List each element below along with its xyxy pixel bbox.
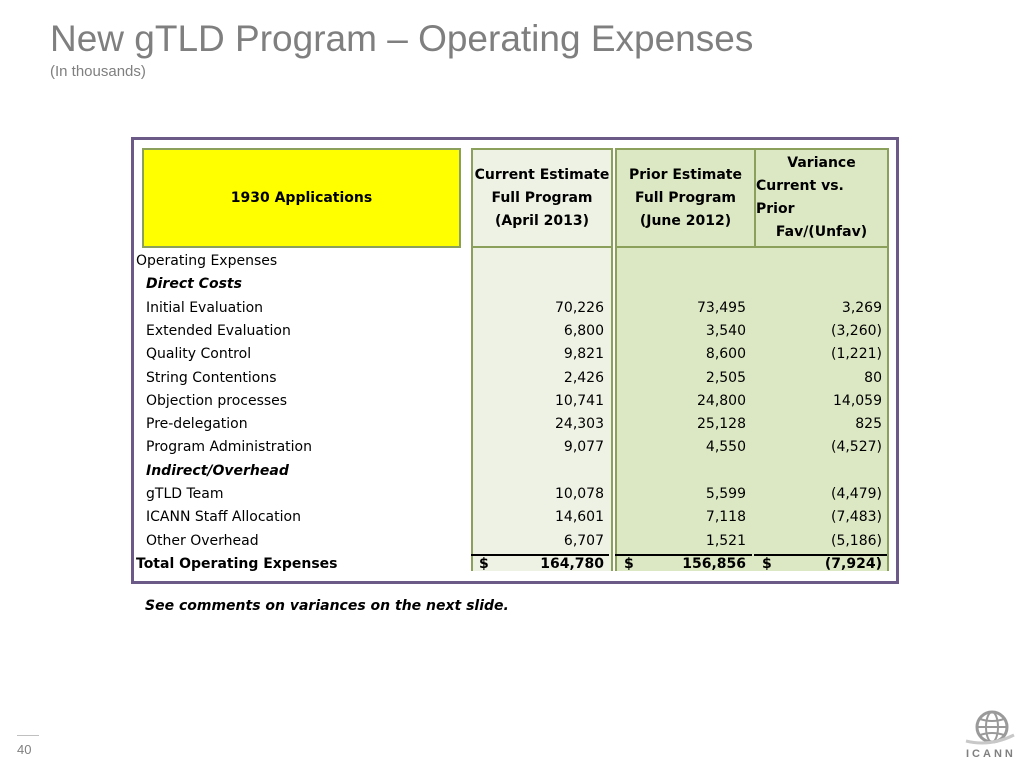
variance-cell: (4,479): [830, 486, 882, 502]
total-label: Total Operating Expenses: [136, 556, 338, 572]
currency-symbol: $: [762, 556, 772, 572]
variance-cell: (4,527): [830, 439, 882, 456]
row-label: ICANN Staff Allocation: [146, 509, 301, 526]
current-estimate-cell: 9,821: [563, 346, 604, 363]
current-estimate-cell: 9,077: [563, 439, 604, 456]
header-line: (June 2012): [639, 212, 732, 229]
row-label: Quality Control: [146, 346, 252, 363]
header-line: Current vs. Prior: [756, 178, 844, 217]
slide-title: New gTLD Program – Operating Expenses: [50, 18, 754, 59]
prior-estimate-cell: 2,505: [705, 369, 746, 386]
table-row: [134, 391, 896, 414]
table-row: [134, 368, 896, 391]
variance-cell: 80: [864, 369, 882, 386]
current-estimate-cell: 10,078: [555, 486, 604, 502]
prior-estimate-cell: 1,521: [705, 532, 746, 549]
row-label: Extended Evaluation: [146, 322, 291, 339]
header-line: Full Program: [634, 189, 737, 206]
variance-cell: 3,269: [841, 299, 882, 316]
row-label: Objection processes: [146, 392, 288, 409]
expense-table: [131, 137, 899, 584]
prior-estimate-cell: 4,550: [705, 439, 746, 456]
applications-header: 1930 Applications: [142, 148, 461, 248]
variance-cell: (5,186): [830, 532, 882, 549]
header-line: Prior Estimate: [629, 166, 742, 183]
table-row: [134, 507, 896, 530]
slide-subtitle: (In thousands): [50, 63, 146, 80]
current-estimate-cell: 14,601: [555, 509, 604, 526]
row-label: Operating Expenses: [136, 253, 278, 269]
footnote: See comments on variances on the next slide.: [145, 598, 509, 614]
total-current: 164,780: [540, 556, 604, 572]
table-row: [134, 531, 896, 554]
row-label: Initial Evaluation: [146, 299, 264, 316]
prior-estimate-cell: 7,118: [705, 509, 746, 526]
variance-cell: (7,483): [830, 509, 882, 526]
icann-wordmark: ICANN: [966, 748, 1016, 760]
section-label: Indirect/Overhead: [146, 462, 289, 479]
header-line: Fav/(Unfav): [775, 224, 868, 240]
prior-estimate-cell: 24,800: [697, 392, 746, 409]
header-line: Current Estimate: [474, 166, 610, 183]
row-label: gTLD Team: [146, 486, 224, 502]
table-row: [134, 321, 896, 344]
prior-estimate-cell: 8,600: [705, 346, 746, 363]
page-number-rule: [17, 735, 39, 736]
current-estimate-header: [471, 148, 613, 248]
variance-cell: 14,059: [833, 392, 882, 409]
current-estimate-cell: 6,707: [563, 532, 604, 549]
table-row: [134, 344, 896, 367]
row-label: String Contentions: [146, 369, 277, 386]
prior-estimate-cell: 5,599: [705, 486, 746, 502]
variance-header: [754, 148, 889, 248]
header-line: (April 2013): [495, 212, 589, 229]
prior-estimate-cell: 3,540: [705, 322, 746, 339]
current-estimate-cell: 70,226: [555, 299, 604, 316]
currency-symbol: $: [624, 556, 634, 572]
table-row: [134, 414, 896, 437]
current-estimate-cell: 6,800: [563, 322, 604, 339]
current-estimate-cell: 2,426: [563, 369, 604, 386]
total-variance: (7,924): [824, 556, 882, 572]
section-label: Direct Costs: [146, 276, 242, 293]
variance-cell: 825: [855, 416, 882, 433]
row-label: Pre-delegation: [146, 416, 248, 433]
table-row: [134, 437, 896, 460]
currency-symbol: $: [479, 556, 489, 572]
table-row: [134, 461, 896, 484]
prior-estimate-cell: 25,128: [697, 416, 746, 433]
header-line: Variance: [787, 155, 856, 171]
table-row: [134, 484, 896, 507]
prior-estimate-header: [615, 148, 756, 248]
current-estimate-cell: 24,303: [555, 416, 604, 433]
table-row: [134, 274, 896, 297]
page-number: 40: [17, 742, 32, 757]
table-row: [134, 251, 896, 274]
current-estimate-cell: 10,741: [555, 392, 604, 409]
prior-estimate-cell: 73,495: [697, 299, 746, 316]
variance-cell: (1,221): [830, 346, 882, 363]
header-line: Full Program: [491, 189, 593, 206]
variance-cell: (3,260): [830, 322, 882, 339]
row-label: Program Administration: [146, 439, 312, 456]
table-row: [134, 298, 896, 321]
total-prior: 156,856: [682, 556, 746, 572]
total-row: [134, 554, 896, 577]
row-label: Other Overhead: [146, 532, 259, 549]
